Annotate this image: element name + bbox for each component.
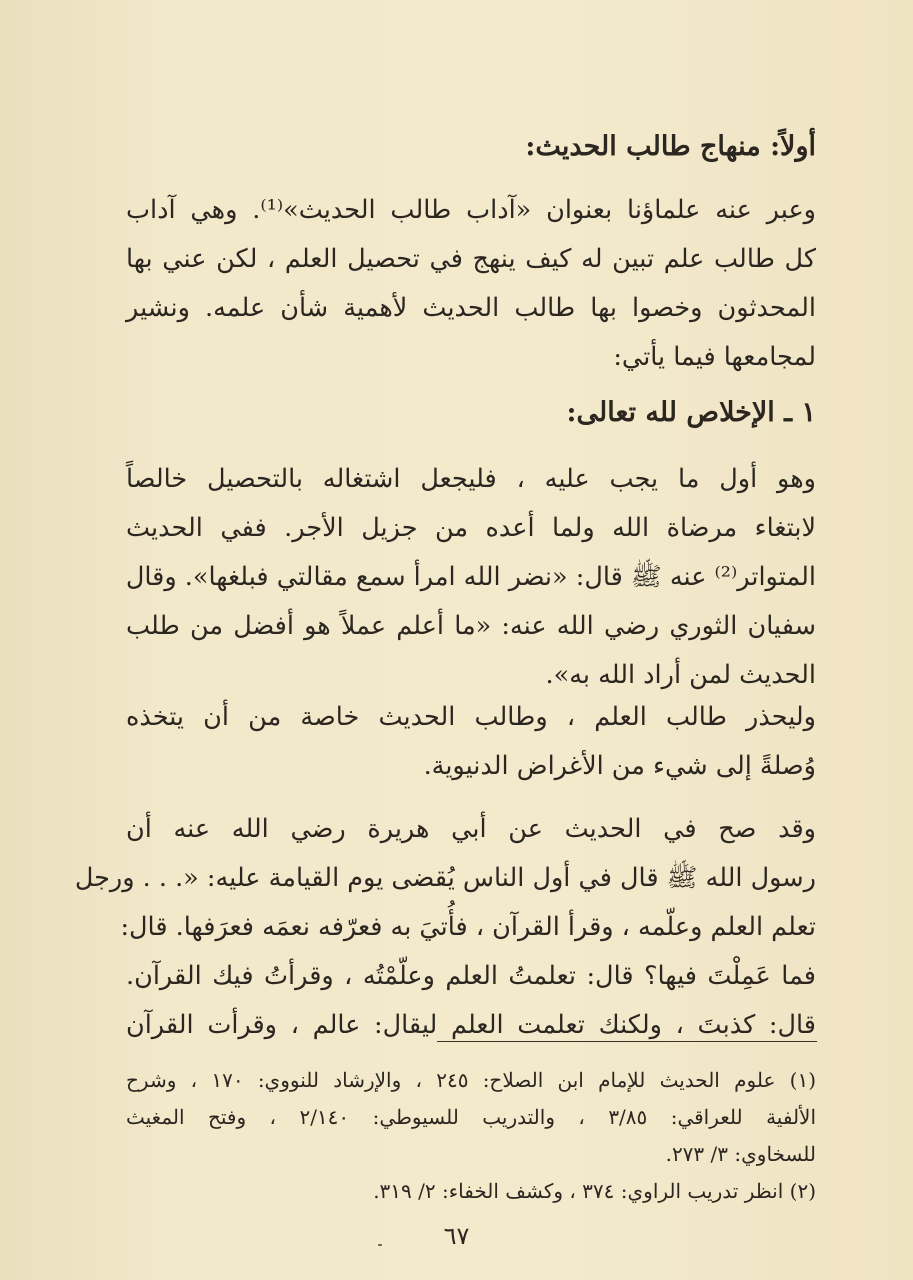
paragraph-hadith-text [74, 805, 816, 1050]
text-line: المتواتر⁽²⁾ عنه ﷺ قال: «نضر الله امرأ سمع مقالتي فبلغها». وقال [125, 562, 816, 592]
text-line: سفيان الثوري رضي الله عنه: «ما أعلم عملاً هو أفضل من طلب [126, 611, 816, 641]
text-line: وُصلةً إلى شيء من الأغراض الدنيوية. [423, 751, 816, 781]
text-line: وقد صح في الحديث عن أبي هريرة رضي الله عنه أن [126, 814, 816, 844]
footnote-line: (٢) انظر تدريب الراوي: ٣٧٤ ، وكشف الخفاء: ٢/ ٣١٩. [373, 1179, 816, 1203]
paragraph-warning [126, 693, 816, 791]
text-line: وهو أول ما يجب عليه ، فليجعل اشتغاله بالتحصيل خالصاً [126, 464, 816, 494]
footnote-line: الألفية للعراقي: ٣/٨٥ ، والتدريب للسيوطي: ٢/١٤٠ ، وفتح المغيث [126, 1105, 816, 1129]
text-line: فما عَمِلْتَ فيها؟ قال: تعلمتُ العلم وعلّمْتُه ، وقرأتُ فيك القرآن. [126, 961, 816, 991]
paragraph-sincerity-text [126, 455, 816, 700]
footnote-line: للسخاوي: ٣/ ٢٧٣. [665, 1142, 816, 1166]
subsection-heading-sincerity: ١ ـ الإخلاص لله تعالى: [566, 397, 816, 428]
text-line: رسول الله ﷺ قال في أول الناس يُقضى يوم القيامة عليه: «. . . ورجل [74, 863, 816, 893]
text-line: لابتغاء مرضاة الله ولما أعده من جزيل الأجر. ففي الحديث [126, 513, 816, 543]
paper-speck [378, 1244, 382, 1246]
paragraph-hadith [74, 805, 816, 1050]
paragraph-warning-text [126, 693, 816, 791]
text-line: كل طالب علم تبين له كيف ينهج في تحصيل العلم ، لكن عني بها [126, 244, 816, 274]
text-line: الحديث لمن أراد الله به». [545, 660, 816, 690]
text-line: قال: كذبتَ ، ولكنك تعلمت العلم ليقال: عالم ، وقرأت القرآن [126, 1010, 816, 1040]
paragraph-intro [126, 186, 816, 382]
text-line: وليحذر طالب العلم ، وطالب الحديث خاصة من أن يتخذه [126, 702, 816, 732]
footnote-divider [437, 1041, 817, 1042]
text-line: المحدثون وخصوا بها طالب الحديث لأهمية شأن علمه. ونشير [126, 293, 816, 323]
text-line: تعلم العلم وعلّمه ، وقرأ القرآن ، فأُتيَ به فعرّفه نعمَه فعرَفها. قال: [120, 912, 816, 942]
text-line: وعبر عنه علماؤنا بعنوان «آداب طالب الحديث»⁽¹⁾. وهي آداب [126, 195, 816, 225]
paragraph-intro-text [126, 186, 816, 382]
footnote-line: (١) علوم الحديث للإمام ابن الصلاح: ٢٤٥ ، والإرشاد للنووي: ١٧٠ ، وشرح [126, 1068, 816, 1092]
section-heading-method: أولاً: منهاج طالب الحديث: [525, 131, 816, 162]
text-line: لمجامعها فيما يأتي: [613, 342, 816, 372]
paragraph-sincerity [126, 455, 816, 700]
page-number: ٦٧ [443, 1222, 470, 1250]
footnotes [126, 1062, 816, 1210]
